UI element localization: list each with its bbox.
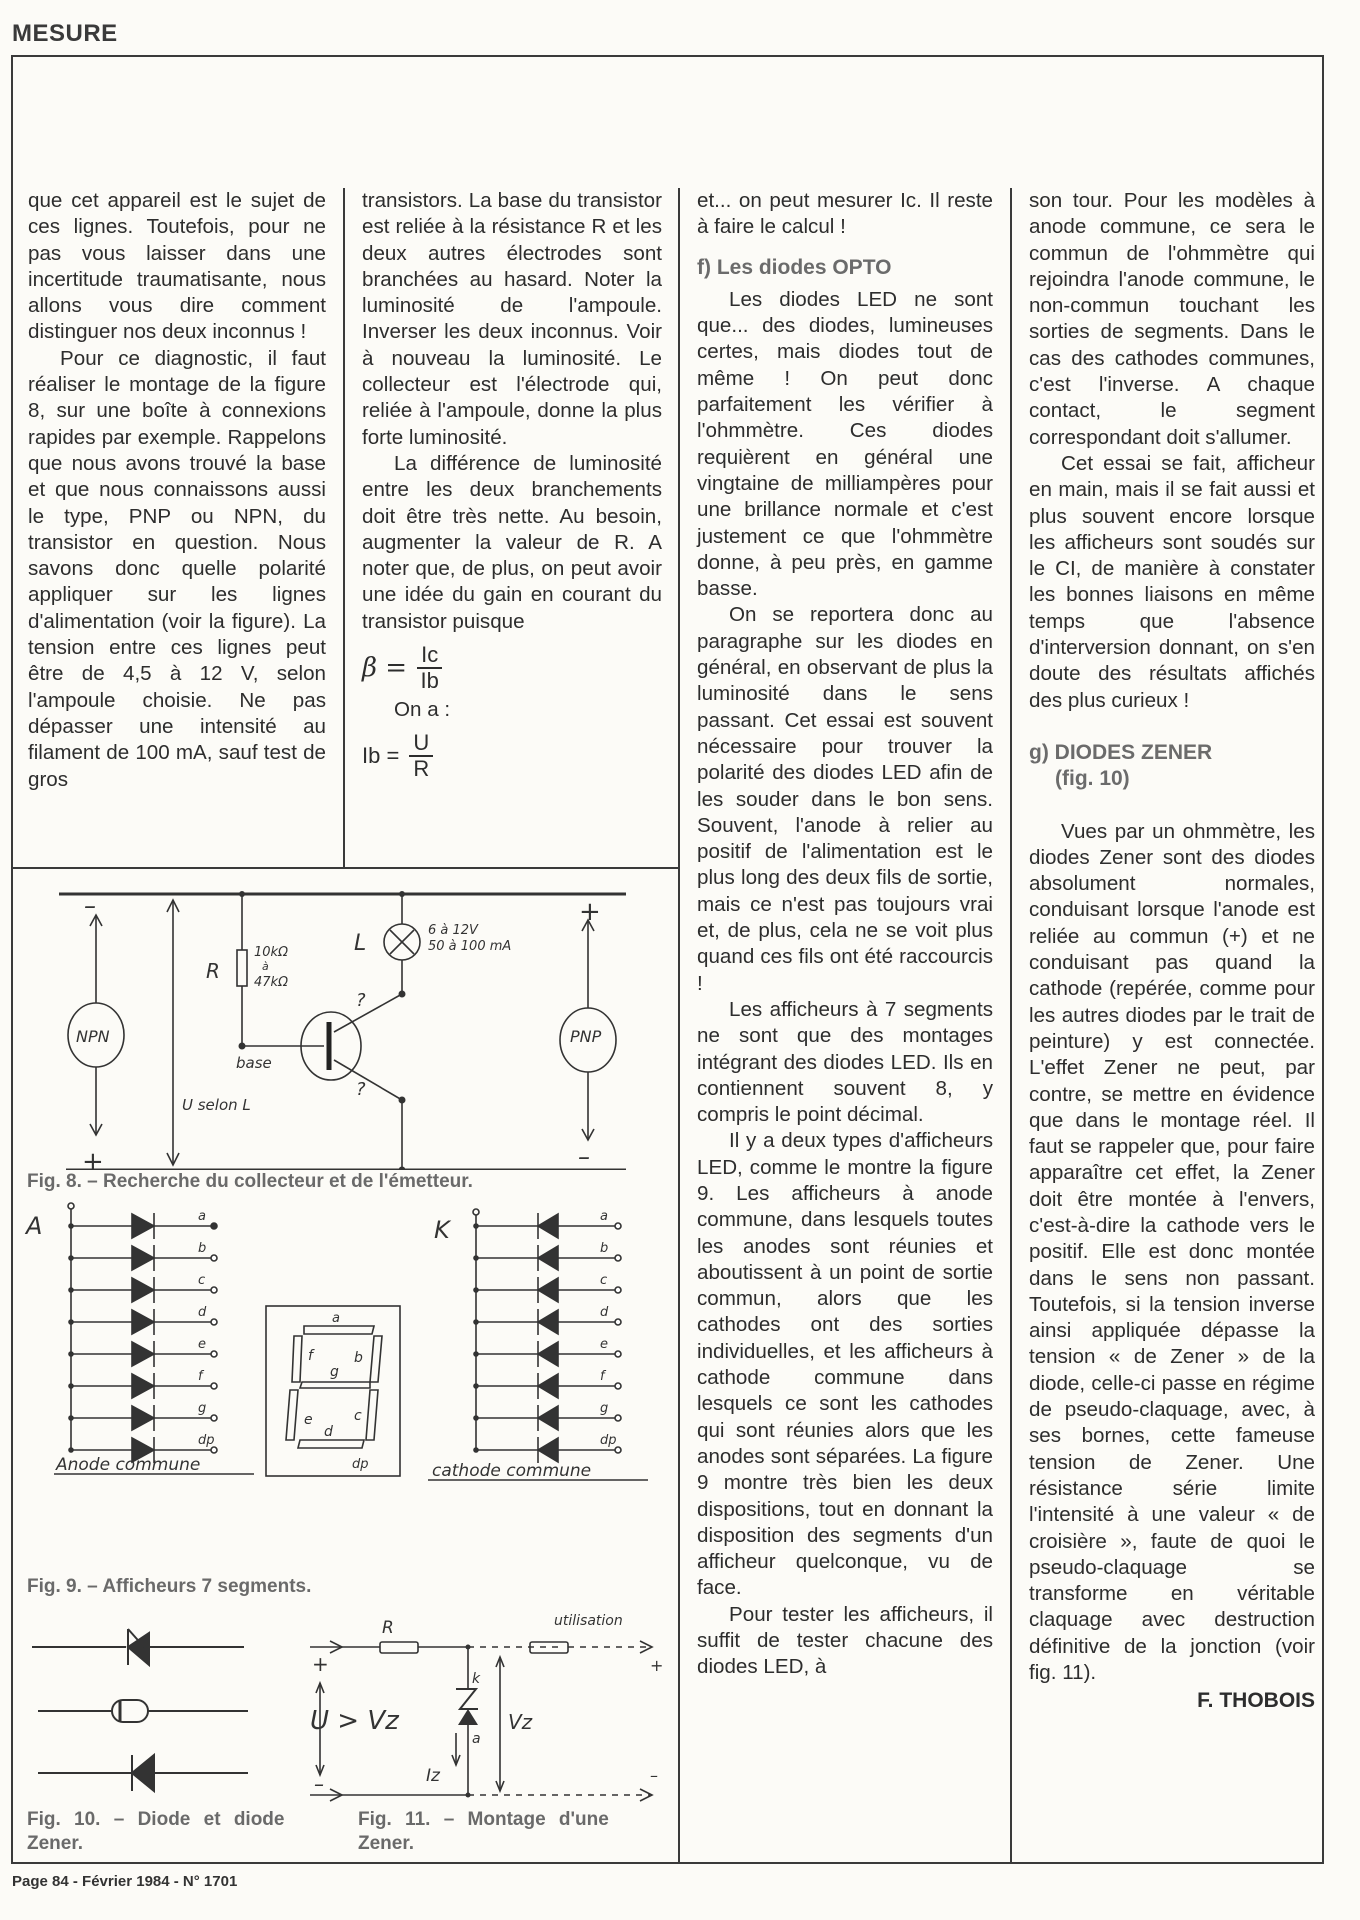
formula-lhs: Ib = [362, 743, 400, 769]
segment-label: g [198, 1401, 207, 1416]
section-heading-zener: g) DIODES ZENER (fig. 10) [1029, 740, 1213, 791]
paragraph: et... on peut mesurer Ic. Il reste à faire le calcul ! [697, 189, 993, 239]
svg-text:k: k [472, 1671, 481, 1687]
figure-8-caption: Fig. 8. – Recherche du collecteur et de l'émetteur. [27, 1171, 473, 1192]
article-column-1 [28, 188, 326, 793]
fraction: $\frac{U}{R}$ [409, 731, 433, 781]
segment-label: dp [600, 1433, 617, 1448]
svg-text:à: à [262, 960, 269, 973]
segment-label: d [600, 1305, 609, 1320]
vz-label: Vz [508, 1710, 533, 1734]
figure-8-circuit [14, 870, 676, 1170]
paragraph: son tour. Pour les modèles à anode commune, ce sera le commun de l'ohmmètre qui rejoindra l'anode commune, le non-commun touchant les sorties de segments. Dans le cas des cathodes communes, c'est l'inverse. A chaque contact, le segment correspondant doit s'allumer. [1029, 189, 1315, 449]
section-header: MESURE [12, 20, 118, 47]
figure-11-caption: Fig. 11. – Montage d'une Zener. [358, 1809, 609, 1854]
svg-text:–: – [578, 1143, 590, 1170]
anode-label: A [26, 1212, 43, 1240]
beta-formula [362, 643, 662, 693]
segment-label: g [600, 1401, 609, 1416]
segment-label: f [600, 1369, 605, 1384]
figure-11-zener-circuit [300, 1605, 676, 1805]
svg-text:f: f [308, 1348, 313, 1364]
minus-label: – [84, 892, 96, 920]
lamp-label: L [354, 931, 367, 956]
formula-lhs: β = [362, 652, 408, 683]
svg-text:?: ? [356, 990, 366, 1011]
column-divider [343, 188, 345, 868]
paragraph: La différence de luminosité entre les deux branchements doit être très nette. Au besoin, augmenter la valeur de R. A noter que, de plus, on peut avoir une idée du gain en courant du transistor puisque [362, 451, 662, 633]
npn-label: NPN [76, 1027, 110, 1046]
segment-label: e [198, 1337, 206, 1352]
svg-text:a: a [332, 1311, 340, 1326]
paragraph: transistors. La base du transistor est reliée à la résistance R et les deux autres électrodes sont branchées au hasard. Noter la luminosité de l'ampoule. Inverser les deux inconnus. Voir à nouveau la luminosité. Le collecteur est l'électrode qui, reliée à l'ampoule, donne la plus forte luminosité. [362, 189, 662, 449]
u-selon-l-label: U selon L [182, 1096, 251, 1114]
segment-label: e [600, 1337, 608, 1352]
segment-label: dp [198, 1433, 215, 1448]
figure-9-seven-segment [14, 1198, 676, 1490]
paragraph: Pour ce diagnostic, il faut réaliser le montage de la figure 8, sur une boîte à connexions rapides par exemple. Rappelons que nous avons trouvé la base et que nous connaissons aussi le type, PNP ou NPN, du transistor en question. Nous savons donc quelle polarité appliquer sur les lignes d'alimentation (voir la figure). La tension entre ces lignes peut être de 4,5 à 12 V, selon l'ampoule choisie. Ne pas dépasser une intensité au filament de 100 mA, sauf test de gros [28, 346, 326, 791]
paragraph: que cet appareil est le sujet de ces lignes. Toutefois, pour ne pas vous laisser dans une incertitude traumatisante, nous allons vous dire comment distinguer nos deux inconnus ! [28, 189, 326, 344]
segment-label: b [198, 1241, 207, 1256]
page-footer: Page 84 - Février 1984 - N° 1701 [12, 1873, 238, 1890]
figure-divider [11, 867, 680, 869]
svg-text:+: + [650, 1656, 664, 1675]
figure-10-diodes [14, 1605, 264, 1805]
base-label: base [236, 1054, 272, 1072]
u-greater-vz-label: U > Vz [310, 1706, 399, 1736]
author-byline: F. THOBOIS [1197, 1689, 1315, 1713]
column-divider [1010, 188, 1012, 1863]
svg-text:+: + [579, 897, 601, 927]
svg-text:+: + [312, 1652, 329, 1676]
segment-label: a [198, 1209, 206, 1224]
svg-text:–: – [650, 1766, 658, 1785]
svg-text:dp: dp [352, 1457, 369, 1472]
svg-text:c: c [354, 1408, 362, 1424]
svg-text:–: – [314, 1772, 324, 1796]
svg-text:e: e [304, 1412, 313, 1428]
cathode-commune-title: cathode commune [432, 1461, 592, 1481]
utilisation-label: utilisation [554, 1613, 623, 1629]
article-column-4 [1029, 188, 1315, 1715]
figure-10-caption: Fig. 10. – Diode et diode Zener. [27, 1809, 285, 1854]
segment-label: c [600, 1273, 608, 1288]
article-column-2 [362, 188, 662, 785]
segment-label: f [198, 1369, 203, 1384]
paragraph: Cet essai se fait, afficheur en main, mais il se fait aussi et plus souvent encore lorsque les afficheurs sont soudés sur le CI, de manière à constater les bonnes liaisons en même temps que l'absence d'interversion donnant, on s'en doute des résultats affichés des plus curieux ! [1029, 451, 1315, 712]
iz-label: Iz [426, 1766, 440, 1786]
paragraph: Il y a deux types d'afficheurs LED, comme le montre la figure 9. Les afficheurs à anode commune, dans lesquels toutes les anodes sont réunies et aboutissent à un point de sortie commun, alors que les cathodes ont des sorties individuelles, et les afficheurs à cathode commune dans lesquels ce sont les cathodes qui sont réunies alors que les anodes sont séparées. La figure 9 montre très bien les deux dispositions, tout en donnant la disposition des segments d'un afficheur quelconque, vu de face. [697, 1129, 993, 1600]
paragraph: Vues par un ohmmètre, les diodes Zener sont des diodes absolument normales, conduisant lorsque l'anode est reliée au commun (+) et ne conduisant pas quand la cathode (repérée, comme pour les autres diodes par le trait de peinture) y est connectée. L'effet Zener ne peut, par contre, se mettre en évidence que dans le montage réel. Il faut se rappeler que, pour faire apparaître cet effet, la Zener doit être montée à l'envers, c'est-à-dire la cathode vers le positif. Elle est donc montée dans le sens non passant. Toutefois, si la tension inverse ainsi appliquée dépasse la tension « de Zener » de la diode, celle-ci passe en régime de pseudo-claquage, avec, à ses bornes, cette fameuse tension de Zener. Une résistance série limite l'intensité à une valeur « de croisière », faute de quoi le pseudo-claquage se transforme en véritable claquage avec destruction définitive de la jonction (voir fig. 11). [1029, 819, 1315, 1685]
segment-label: d [198, 1305, 207, 1320]
section-heading-opto: f) Les diodes OPTO [697, 255, 892, 279]
figure-9-caption: Fig. 9. – Afficheurs 7 segments. [27, 1576, 312, 1597]
svg-text:6 à 12V: 6 à 12V [428, 923, 478, 938]
plus-label: + [82, 1147, 104, 1170]
cathode-label: K [434, 1216, 450, 1244]
anode-commune-title: Anode commune [56, 1455, 201, 1475]
svg-text:10kΩ: 10kΩ [254, 945, 289, 960]
svg-text:50 à 100 mA: 50 à 100 mA [428, 939, 512, 954]
paragraph: Les afficheurs à 7 segments ne sont que des montages intégrant des diodes LED. Ils en contiennent souvent 8, y compris le point décimal. [697, 997, 993, 1127]
paragraph: On se reportera donc au paragraphe sur les diodes en général, en observant de plus la luminosité dans le sens passant. Cet essai est souvent nécessaire pour trouver la polarité des diodes LED afin de les souder dans le bon sens. Souvent, l'anode à relier au positif de l'alimentation est le plus long des deux fils de sortie, mais ce n'est pas toujours vrai et, de plus, cela ne se voit plus quand ces fils ont été raccourcis ! [697, 603, 993, 995]
segment-label: c [198, 1273, 206, 1288]
article-column-3 [697, 188, 993, 1681]
paragraph: Les diodes LED ne sont que... des diodes, lumineuses certes, mais diodes tout de même ! On peut donc parfaitement les vérifier à l'ohmmètre. Ces diodes requièrent en général une vingtaine de milliampères pour une brillance normale et c'est justement ce que l'ohmmètre donne, à peu près, en gamme basse. [697, 287, 993, 601]
fraction: $\frac{Ic}{Ib}$ [417, 643, 442, 693]
svg-text:d: d [324, 1424, 333, 1440]
ib-formula [362, 731, 662, 781]
svg-text:b: b [354, 1350, 363, 1366]
r-label: R [206, 959, 220, 983]
segment-label: b [600, 1241, 609, 1256]
svg-text:a: a [472, 1731, 481, 1747]
segment-label: a [600, 1209, 608, 1224]
svg-text:?: ? [356, 1079, 366, 1100]
paragraph: Pour tester les afficheurs, il suffit de tester chacune des diodes LED, à [697, 1602, 993, 1679]
on-a-text: On a : [394, 698, 451, 722]
svg-text:47kΩ: 47kΩ [254, 975, 289, 990]
svg-text:R: R [382, 1618, 394, 1638]
pnp-label: PNP [570, 1027, 602, 1046]
column-divider [678, 188, 680, 1863]
svg-text:g: g [330, 1364, 339, 1380]
